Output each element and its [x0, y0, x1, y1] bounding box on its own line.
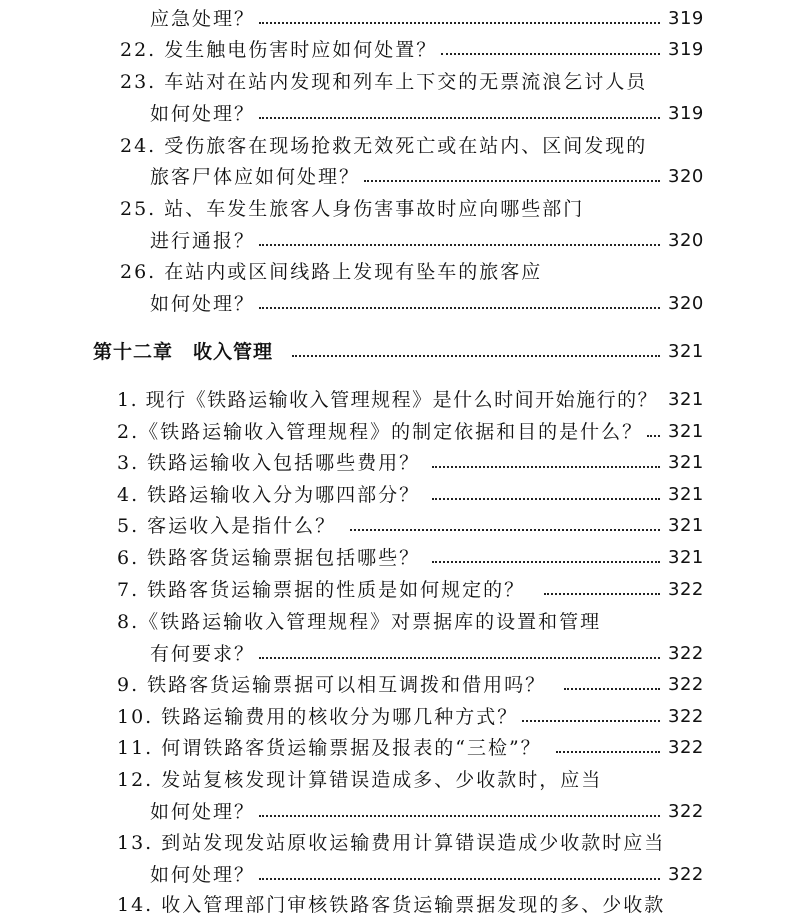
- toc-chapter-12[interactable]: [0, 336, 800, 368]
- toc-entry-23[interactable]: [0, 66, 800, 98]
- toc-leader-dots: [432, 542, 660, 574]
- toc-page-number: 321: [668, 452, 704, 473]
- toc-text: 26. 在站内或区间线路上发现有坠车的旅客应: [120, 261, 543, 283]
- toc-text: 7. 铁路客货运输票据的性质是如何规定的？: [117, 579, 526, 601]
- toc-entry-25[interactable]: [0, 193, 800, 225]
- toc-text: 11. 何谓铁路客货运输票据及报表的“三检”？: [117, 737, 542, 759]
- toc-entry-26-cont[interactable]: [0, 288, 800, 320]
- toc-leader-dots: [522, 701, 660, 733]
- toc-entry-23-cont[interactable]: [0, 98, 800, 130]
- toc-text: 12. 发站复核发现计算错误造成多、少收款时，应当: [117, 769, 603, 791]
- toc-leader-dots: [259, 3, 660, 35]
- toc-leader-dots: [259, 98, 660, 130]
- toc-text: 2.《铁路运输收入管理规程》的制定依据和目的是什么？: [117, 421, 644, 443]
- toc-entry-2[interactable]: [0, 416, 800, 448]
- toc-text: 如何处理？: [150, 293, 256, 315]
- toc-text: 进行通报？: [150, 230, 256, 252]
- toc-entry-7[interactable]: [0, 574, 800, 606]
- toc-text: 25. 站、车发生旅客人身伤害事故时应向哪些部门: [120, 198, 585, 220]
- toc-text: 9. 铁路客货运输票据可以相互调拨和借用吗？: [117, 674, 547, 696]
- toc-text: 22. 发生触电伤害时应如何处置？: [120, 39, 438, 61]
- toc-page-number: 321: [668, 341, 704, 362]
- toc-entry-12-cont[interactable]: [0, 796, 800, 828]
- toc-page-number: 320: [668, 230, 704, 251]
- toc-leader-dots: [259, 288, 660, 320]
- toc-leader-dots: [432, 479, 660, 511]
- toc-leader-dots: [259, 225, 660, 257]
- toc-page-number: 322: [668, 674, 704, 695]
- toc-entry-13[interactable]: [0, 827, 800, 859]
- toc-page-number: 322: [668, 801, 704, 822]
- toc-entry-8-cont[interactable]: [0, 638, 800, 670]
- toc-entry-26[interactable]: [0, 256, 800, 288]
- toc-page-number: 319: [668, 8, 704, 29]
- toc-leader-dots: [259, 796, 660, 828]
- toc-text: 旅客尸体应如何处理？: [150, 166, 361, 188]
- toc-page-number: 321: [668, 389, 704, 410]
- toc-text: 8.《铁路运输收入管理规程》对票据库的设置和管理: [117, 611, 602, 633]
- toc-page-number: 319: [668, 39, 704, 60]
- toc-page-number: 322: [668, 864, 704, 885]
- toc-entry-11[interactable]: [0, 732, 800, 764]
- toc-text: 应急处理？: [150, 8, 256, 30]
- toc-text: 如何处理？: [150, 103, 256, 125]
- toc-text: 23. 车站对在站内发现和列车上下交的无票流浪乞讨人员: [120, 71, 648, 93]
- toc-leader-dots: [350, 510, 660, 542]
- toc-leader-dots: [259, 638, 660, 670]
- toc-entry-10[interactable]: [0, 701, 800, 733]
- toc-page-number: 322: [668, 579, 704, 600]
- toc-text: 1. 现行《铁路运输收入管理规程》是什么时间开始施行的？: [117, 389, 659, 411]
- toc-leader-dots: [441, 34, 660, 66]
- toc-text: 如何处理？: [150, 801, 256, 823]
- toc-leader-dots: [292, 336, 660, 368]
- toc-page-number: 322: [668, 737, 704, 758]
- toc-leader-dots: [647, 416, 660, 448]
- toc-text: 6. 铁路客货运输票据包括哪些？: [117, 547, 421, 569]
- toc-text: 13. 到站发现发站原收运输费用计算错误造成少收款时应当: [117, 832, 666, 854]
- toc-page-number: 322: [668, 706, 704, 727]
- chapter-title: 第十二章 收入管理: [93, 341, 274, 363]
- toc-text: 3. 铁路运输收入包括哪些费用？: [117, 452, 421, 474]
- toc-leader-dots: [564, 669, 660, 701]
- toc-entry-24-cont[interactable]: [0, 161, 800, 193]
- toc-entry-22[interactable]: [0, 34, 800, 66]
- toc-entry-24[interactable]: [0, 130, 800, 162]
- toc-text: 24. 受伤旅客在现场抢救无效死亡或在站内、区间发现的: [120, 135, 648, 157]
- toc-page-number: 320: [668, 293, 704, 314]
- toc-page-number: 321: [668, 515, 704, 536]
- toc-entry-4[interactable]: [0, 479, 800, 511]
- toc-text: 有何要求？: [150, 643, 256, 665]
- toc-entry-14[interactable]: [0, 889, 800, 921]
- toc-entry-1[interactable]: [0, 384, 800, 416]
- toc-entry-9[interactable]: [0, 669, 800, 701]
- toc-leader-dots: [364, 161, 660, 193]
- toc-text: 10. 铁路运输费用的核收分为哪几种方式？: [117, 706, 519, 728]
- toc-entry-13-cont[interactable]: [0, 859, 800, 891]
- toc-page-number: 319: [668, 103, 704, 124]
- toc-leader-dots: [432, 447, 660, 479]
- toc-entry-25-cont[interactable]: [0, 225, 800, 257]
- toc-entry-12[interactable]: [0, 764, 800, 796]
- toc-entry-5[interactable]: [0, 510, 800, 542]
- toc-entry-6[interactable]: [0, 542, 800, 574]
- toc-page-number: 322: [668, 643, 704, 664]
- toc-leader-dots: [556, 732, 660, 764]
- toc-entry-21-cont: [0, 3, 800, 35]
- toc-leader-dots: [259, 859, 660, 891]
- toc-page-number: 320: [668, 166, 704, 187]
- toc-leader-dots: [544, 574, 660, 606]
- toc-entry-8[interactable]: [0, 606, 800, 638]
- toc-text: 4. 铁路运输收入分为哪四部分？: [117, 484, 421, 506]
- toc-text: 14. 收入管理部门审核铁路客货运输票据发现的多、少收款: [117, 894, 666, 916]
- toc-page-number: 321: [668, 547, 704, 568]
- toc-entry-3[interactable]: [0, 447, 800, 479]
- toc-text: 如何处理？: [150, 864, 256, 886]
- toc-page-number: 321: [668, 421, 704, 442]
- toc-page-number: 321: [668, 484, 704, 505]
- toc-text: 5. 客运收入是指什么？: [117, 515, 337, 537]
